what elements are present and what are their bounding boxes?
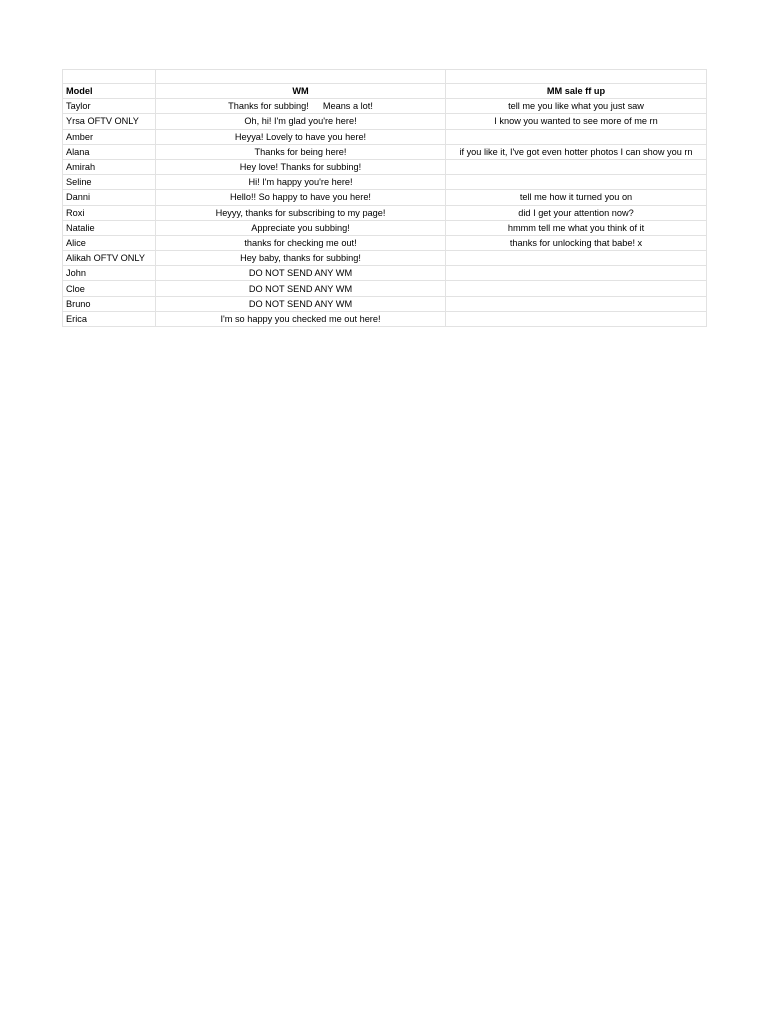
mm-cell	[446, 175, 707, 190]
mm-cell	[446, 129, 707, 144]
wm-cell: DO NOT SEND ANY WM	[156, 296, 446, 311]
blank-row	[63, 70, 707, 84]
mm-cell: did I get your attention now?	[446, 205, 707, 220]
wm-cell: I'm so happy you checked me out here!	[156, 311, 446, 326]
mm-cell: tell me how it turned you on	[446, 190, 707, 205]
header-model: Model	[63, 84, 156, 99]
wm-cell: DO NOT SEND ANY WM	[156, 281, 446, 296]
wm-text: Thanks for subbing!	[228, 101, 309, 112]
table-row	[63, 251, 707, 266]
mm-cell: hmmm tell me what you think of it	[446, 220, 707, 235]
header-mm: MM sale ff up	[446, 84, 707, 99]
model-cell: Alana	[63, 144, 156, 159]
table-row	[63, 175, 707, 190]
table-row	[63, 220, 707, 235]
model-cell: Roxi	[63, 205, 156, 220]
model-cell: Taylor	[63, 99, 156, 114]
wm-cell: DO NOT SEND ANY WM	[156, 266, 446, 281]
model-cell: Yrsa OFTV ONLY	[63, 114, 156, 129]
header-wm: WM	[156, 84, 446, 99]
table-row	[63, 311, 707, 326]
table-row	[63, 159, 707, 174]
table-row	[63, 129, 707, 144]
model-cell: Amber	[63, 129, 156, 144]
header-row	[63, 84, 707, 99]
table-row	[63, 99, 707, 114]
model-cell: John	[63, 266, 156, 281]
wm-cell: Hello!! So happy to have you here!	[156, 190, 446, 205]
mm-cell: if you like it, I've got even hotter photos I can show you rn	[446, 144, 707, 159]
mm-cell	[446, 159, 707, 174]
mm-cell	[446, 296, 707, 311]
model-cell: Cloe	[63, 281, 156, 296]
wm-extra-text: Means a lot!	[322, 101, 373, 112]
model-cell: Danni	[63, 190, 156, 205]
model-cell: Bruno	[63, 296, 156, 311]
wm-cell	[156, 99, 446, 114]
wm-cell: Hey love! Thanks for subbing!	[156, 159, 446, 174]
wm-cell: Hi! I'm happy you're here!	[156, 175, 446, 190]
table-row	[63, 281, 707, 296]
model-cell: Seline	[63, 175, 156, 190]
wm-cell: Heyya! Lovely to have you here!	[156, 129, 446, 144]
table-row	[63, 114, 707, 129]
wm-cell: Thanks for being here!	[156, 144, 446, 159]
model-cell: Alice	[63, 235, 156, 250]
mm-cell	[446, 251, 707, 266]
wm-cell: Appreciate you subbing!	[156, 220, 446, 235]
mm-cell	[446, 266, 707, 281]
model-cell: Natalie	[63, 220, 156, 235]
sheet-body	[63, 70, 707, 327]
mm-cell: I know you wanted to see more of me rn	[446, 114, 707, 129]
empty-cell	[446, 70, 707, 84]
table-row	[63, 190, 707, 205]
mm-cell	[446, 311, 707, 326]
model-cell: Erica	[63, 311, 156, 326]
empty-cell	[63, 70, 156, 84]
message-sheet-table	[62, 69, 707, 327]
table-row	[63, 266, 707, 281]
model-cell: Amirah	[63, 159, 156, 174]
table-row	[63, 296, 707, 311]
model-cell: Alikah OFTV ONLY	[63, 251, 156, 266]
mm-cell: tell me you like what you just saw	[446, 99, 707, 114]
wm-cell: Hey baby, thanks for subbing!	[156, 251, 446, 266]
table-row	[63, 205, 707, 220]
mm-cell	[446, 281, 707, 296]
mm-cell: thanks for unlocking that babe! x	[446, 235, 707, 250]
empty-cell	[156, 70, 446, 84]
wm-cell: thanks for checking me out!	[156, 235, 446, 250]
wm-cell: Heyyy, thanks for subscribing to my page!	[156, 205, 446, 220]
wm-cell: Oh, hi! I'm glad you're here!	[156, 114, 446, 129]
table-row	[63, 144, 707, 159]
table-row	[63, 235, 707, 250]
